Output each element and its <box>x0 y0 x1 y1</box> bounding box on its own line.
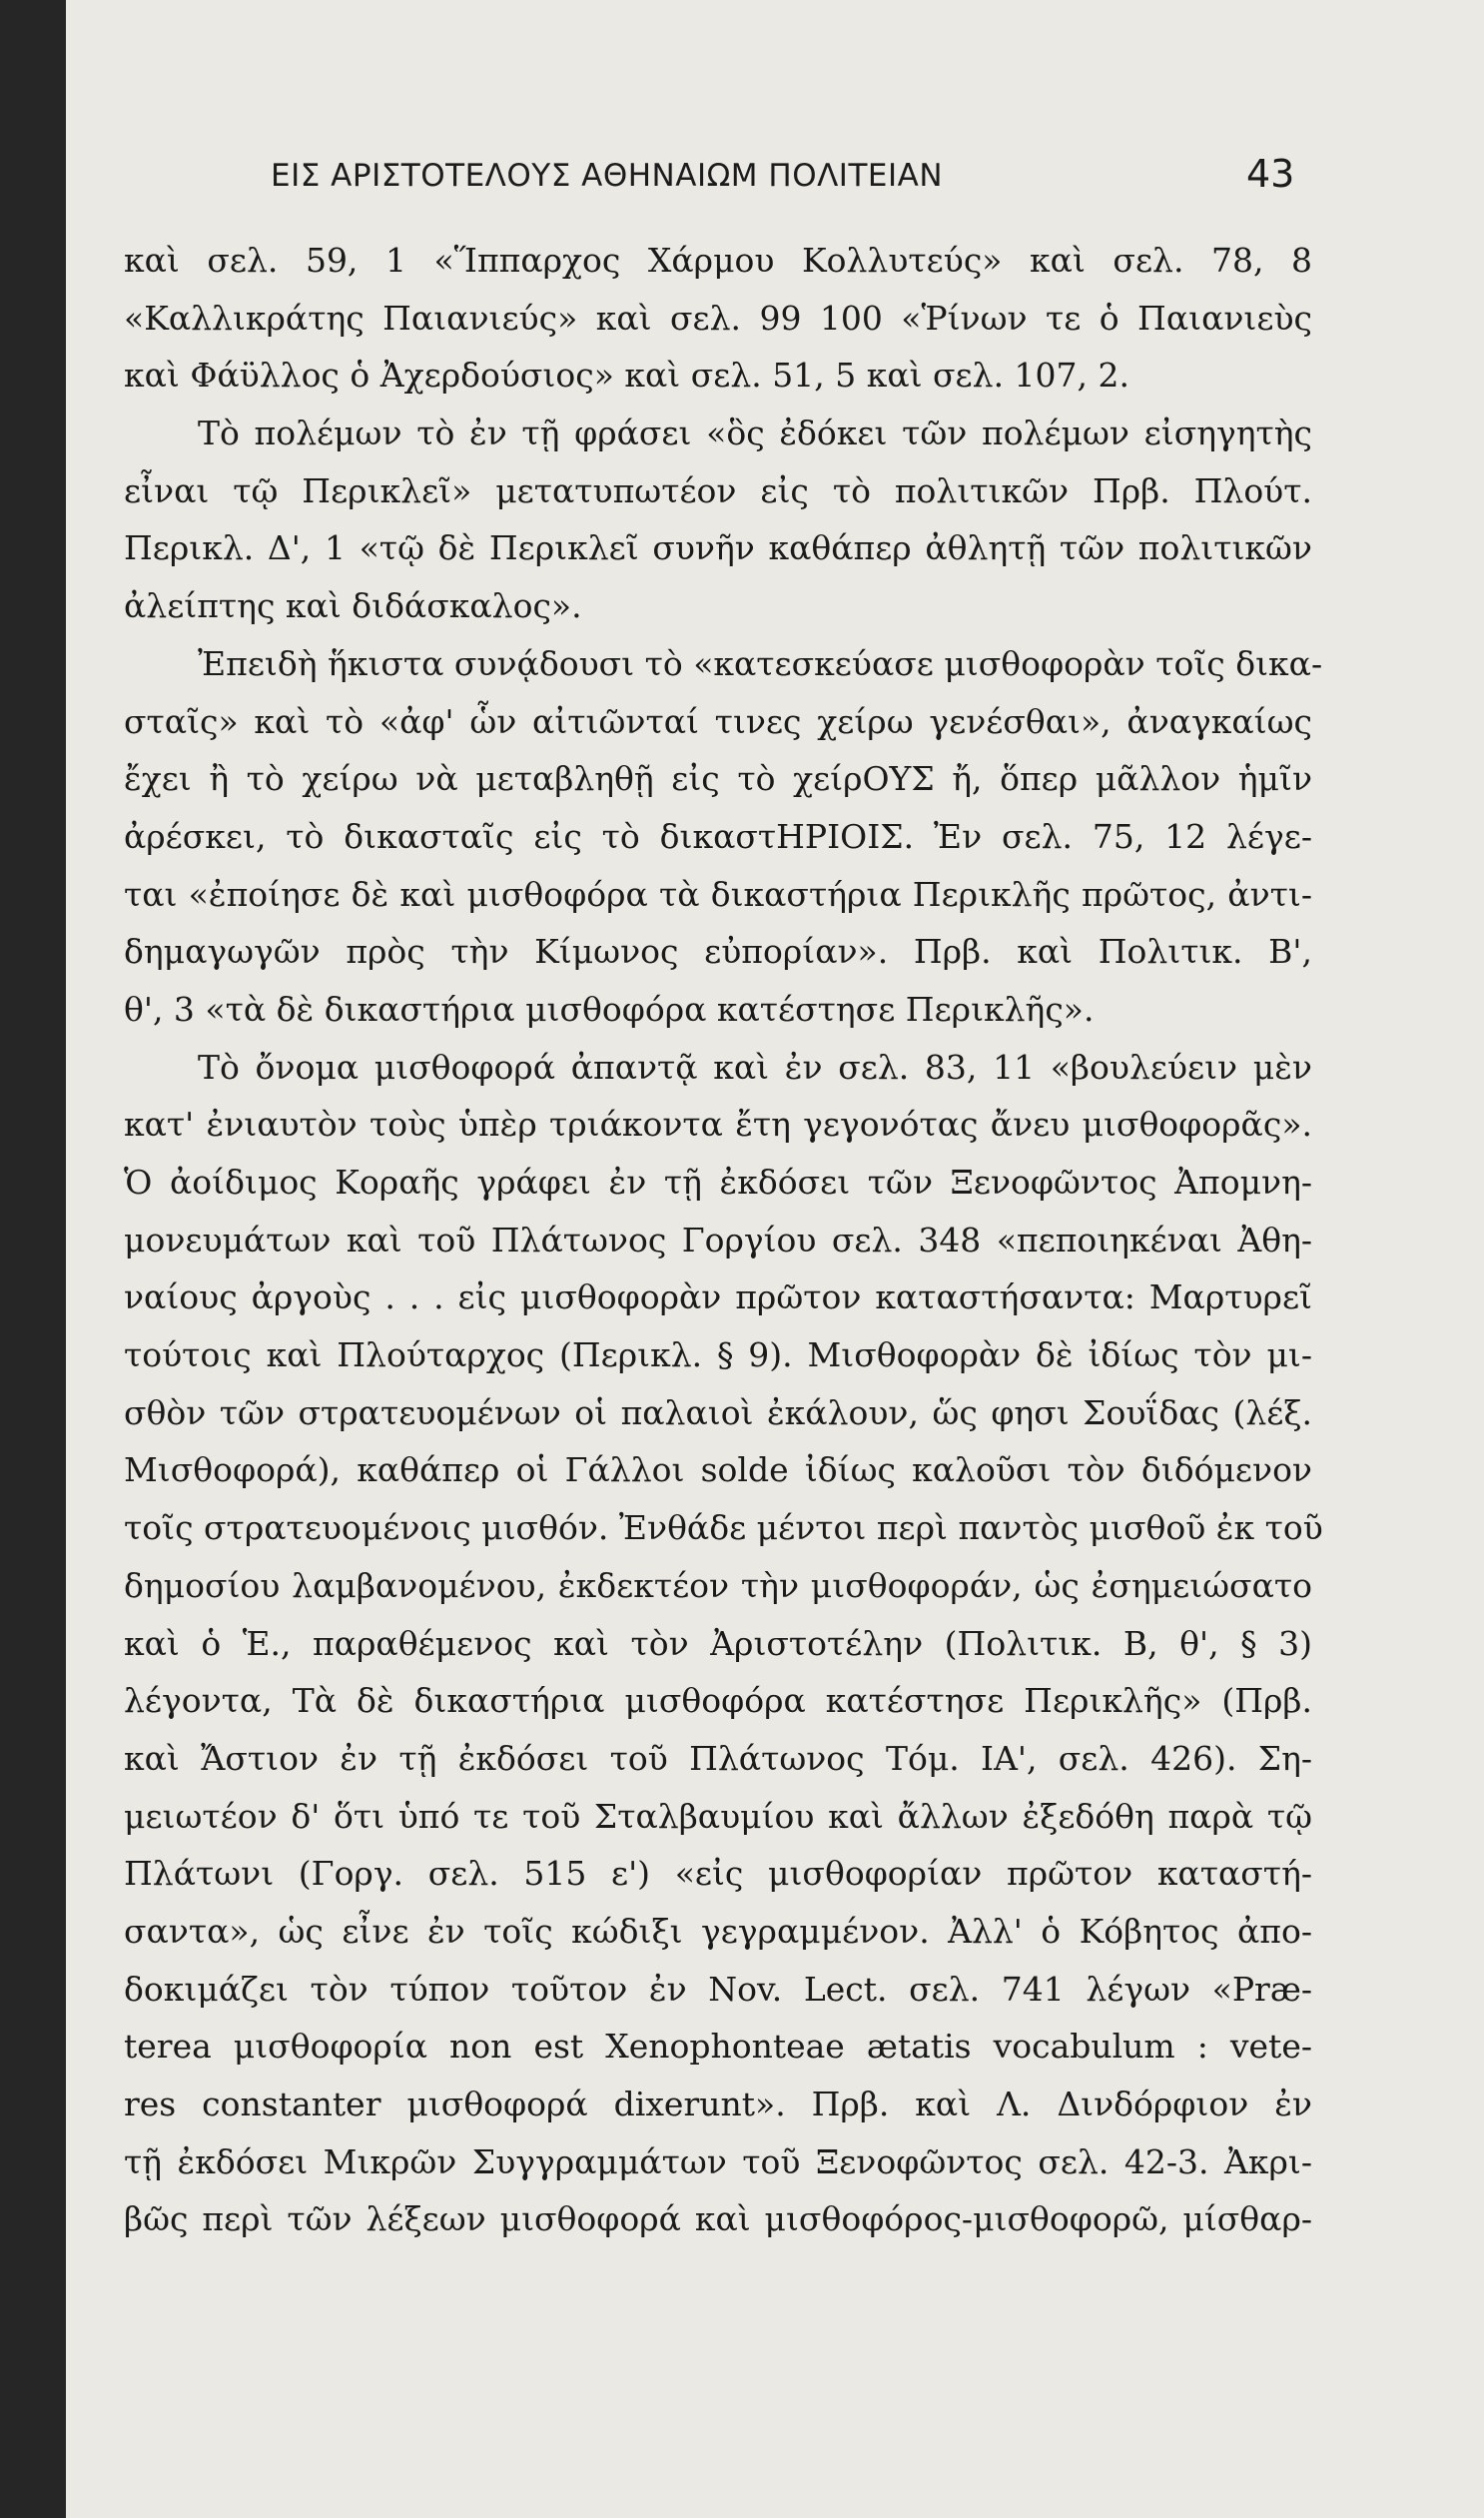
text-line: κατ' ἐνιαυτὸν τοὺς ὑπὲρ τριάκοντα ἔτη γεγονότας ἄνευ μισθοφορᾶς». <box>124 1105 1312 1145</box>
text-line: καὶ Φάϋλλος ὁ Ἀχερδούσιος» καὶ σελ. 51, 5 καὶ σελ. 107, 2. <box>124 356 1129 396</box>
book-page <box>66 0 1484 2518</box>
running-title: ΕΙΣ ΑΡΙΣΤΟΤΕΛΟΥΣ ΑΘΗΝΑΙΩΜ ΠΟΛΙΤΕΙΑΝ <box>271 158 944 194</box>
paragraph-start-line: Ἐπειδὴ ἥκιστα συνᾴδουσι τὸ «κατεσκεύασε μισθοφορὰν τοῖς δικα- <box>198 643 1323 683</box>
text-line: σαντα», ὡς εἶνε ἐν τοῖς κώδιξι γεγραμμένον. Ἀλλ' ὁ Κόβητος ἀπο- <box>124 1911 1312 1951</box>
text-line: βῶς περὶ τῶν λέξεων μισθοφορά καὶ μισθοφόρος-μισθοφορῶ, μίσθαρ- <box>124 2199 1312 2239</box>
paragraph-start-line: Τὸ πολέμων τὸ ἐν τῇ φράσει «ὃς ἐδόκει τῶν πολέμων εἰσηγητὴς <box>198 414 1312 453</box>
text-line: εἶναι τῷ Περικλεῖ» μετατυπωτέον εἰς τὸ πολιτικῶν Πρβ. Πλούτ. <box>124 470 1312 510</box>
text-line: τῇ ἐκδόσει Μικρῶν Συγγραμμάτων τοῦ Ξενοφῶντος σελ. 42-3. Ἀκρι- <box>124 2141 1312 2181</box>
text-line: λέγοντα, Τὰ δὲ δικαστήρια μισθοφόρα κατέστησε Περικλῆς» (Πρβ. <box>124 1681 1312 1721</box>
text-line: δοκιμάζει τὸν τύπον τοῦτον ἐν Nov. Lect. σελ. 741 λέγων «Præ- <box>124 1969 1312 2009</box>
text-line: τούτοις καὶ Πλούταρχος (Περικλ. § 9). Μισθοφορὰν δὲ ἰδίως τὸν μι- <box>124 1335 1312 1375</box>
text-line: ἀρέσκει, τὸ δικασταῖς εἰς τὸ δικαστΗΡΙΟΙΣ. Ἐν σελ. 75, 12 λέγε- <box>124 816 1312 856</box>
paragraph-end-line: ἀλείπτης καὶ διδάσκαλος». <box>124 586 582 626</box>
text-line: καὶ σελ. 59, 1 «Ἵππαρχος Χάρμου Κολλυτεύς» καὶ σελ. 78, 8 <box>124 241 1312 280</box>
text-line: res constanter μισθοφορά dixerunt». Πρβ. καὶ Λ. Δινδόρφιον ἐν <box>124 2085 1312 2123</box>
text-line: δημαγωγῶν πρὸς τὴν Κίμωνος εὐπορίαν». Πρβ. καὶ Πολιτικ. Β', <box>124 932 1312 972</box>
text-line: σταῖς» καὶ τὸ «ἀφ' ὧν αἰτιῶνταί τινες χείρω γενέσθαι», ἀναγκαίως <box>124 701 1312 741</box>
paragraph-start-line: Τὸ ὄνομα μισθοφορά ἀπαντᾷ καὶ ἐν σελ. 83, 11 «βουλεύειν μὲν <box>198 1047 1312 1087</box>
body-text <box>124 232 1323 2248</box>
text-line: δημοσίου λαμβανομένου, ἐκδεκτέον τὴν μισθοφοράν, ὡς ἐσημειώσατο <box>124 1565 1312 1605</box>
text-line: Ὁ ἀοίδιμος Κοραῆς γράφει ἐν τῇ ἐκδόσει τῶν Ξενοφῶντος Ἀπομνη- <box>124 1163 1312 1202</box>
page-header <box>66 152 1484 208</box>
text-line: μονευμάτων καὶ τοῦ Πλάτωνος Γοργίου σελ. 348 «πεποιηκέναι Ἀθη- <box>124 1220 1312 1259</box>
text-line: Μισθοφορά), καθάπερ οἱ Γάλλοι solde ἰδίως καλοῦσι τὸν διδόμενον <box>124 1450 1312 1490</box>
text-line: terea μισθοφορία non est Xenophonteae ætatis vocabulum : vete- <box>124 2027 1312 2067</box>
text-line: ἔχει ἢ τὸ χείρω νὰ μεταβληθῇ εἰς τὸ χείρΟΥΣ ἤ, ὅπερ μᾶλλον ἡμῖν <box>124 759 1312 799</box>
text-line: μειωτέον δ' ὅτι ὑπό τε τοῦ Σταλβαυμίου καὶ ἄλλων ἐξεδόθη παρὰ τῷ <box>124 1796 1312 1836</box>
paragraph-end-line: θ', 3 «τὰ δὲ δικαστήρια μισθοφόρα κατέστησε Περικλῆς». <box>124 989 1095 1029</box>
text-line: ναίους ἀργοὺς . . . εἰς μισθοφορὰν πρῶτον καταστήσαντα: Μαρτυρεῖ <box>124 1277 1312 1317</box>
page-number: 43 <box>1246 152 1295 196</box>
text-line: καὶ Ἄστιον ἐν τῇ ἐκδόσει τοῦ Πλάτωνος Τόμ. ΙΑ', σελ. 426). Ση- <box>124 1738 1312 1778</box>
text-line: Περικλ. Δ', 1 «τῷ δὲ Περικλεῖ συνῆν καθάπερ ἀθλητῇ τῶν πολιτικῶν <box>124 528 1312 568</box>
text-line: «Καλλικράτης Παιανιεύς» καὶ σελ. 99 100 «Ῥίνων τε ὁ Παιανιεὺς <box>124 298 1312 338</box>
text-line: τοῖς στρατευομένοις μισθόν. Ἐνθάδε μέντοι περὶ παντὸς μισθοῦ ἐκ τοῦ <box>124 1508 1323 1548</box>
text-line: ται «ἐποίησε δὲ καὶ μισθοφόρα τὰ δικαστήρια Περικλῆς πρῶτος, ἀντι- <box>124 874 1312 914</box>
text-line: Πλάτωνι (Γοργ. σελ. 515 ε') «εἰς μισθοφορίαν πρῶτον καταστή- <box>124 1854 1312 1894</box>
text-line: σθὸν τῶν στρατευομένων οἱ παλαιοὶ ἐκάλουν, ὥς φησι Σουΐδας (λέξ. <box>124 1392 1312 1432</box>
text-line: καὶ ὁ Ἑ., παραθέμενος καὶ τὸν Ἀριστοτέλην (Πολιτικ. Β, θ', § 3) <box>124 1623 1312 1663</box>
